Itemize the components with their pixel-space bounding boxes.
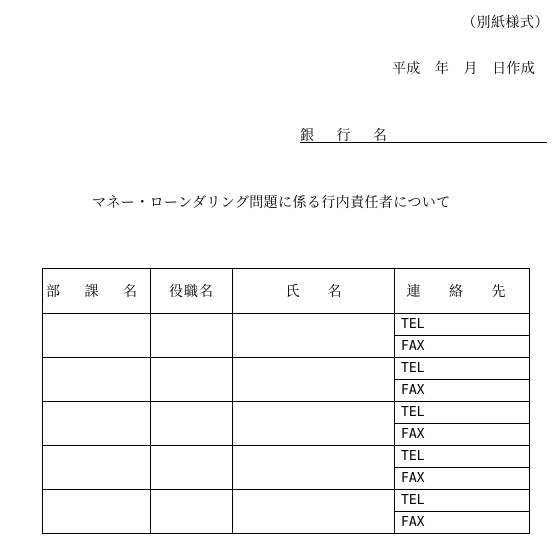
position-cell[interactable] — [151, 490, 233, 534]
table-row — [43, 314, 530, 336]
bank-name-underline — [300, 142, 547, 143]
tel-cell[interactable]: TEL — [395, 402, 530, 424]
creation-date-line: 平成 年 月 日作成 — [392, 61, 535, 77]
table-row — [43, 490, 530, 512]
tel-cell[interactable]: TEL — [395, 314, 530, 336]
department-cell[interactable] — [43, 402, 151, 446]
tel-cell[interactable]: TEL — [395, 358, 530, 380]
column-header-department: 部 課 名 — [43, 269, 151, 314]
table-row — [43, 402, 530, 424]
position-cell[interactable] — [151, 314, 233, 358]
column-header-name: 氏 名 — [233, 269, 395, 314]
tel-cell[interactable]: TEL — [395, 446, 530, 468]
table-row — [43, 446, 530, 468]
position-cell[interactable] — [151, 358, 233, 402]
person-name-cell[interactable] — [233, 402, 395, 446]
column-header-contact: 連 絡 先 — [395, 269, 530, 314]
position-cell[interactable] — [151, 446, 233, 490]
document-title: マネー・ローンダリング問題に係る行内責任者について — [92, 195, 451, 211]
department-cell[interactable] — [43, 446, 151, 490]
fax-cell[interactable]: FAX — [395, 468, 530, 490]
column-header-position: 役職名 — [151, 269, 233, 314]
form-type-label: （別紙様式） — [462, 15, 549, 31]
department-cell[interactable] — [43, 314, 151, 358]
fax-cell[interactable]: FAX — [395, 424, 530, 446]
tel-cell[interactable]: TEL — [395, 490, 530, 512]
fax-cell[interactable]: FAX — [395, 512, 530, 534]
bank-name-label: 銀 行 名 — [300, 128, 396, 144]
person-name-cell[interactable] — [233, 314, 395, 358]
table-row — [43, 358, 530, 380]
table-header-row — [43, 269, 530, 314]
department-cell[interactable] — [43, 358, 151, 402]
fax-cell[interactable]: FAX — [395, 380, 530, 402]
person-name-cell[interactable] — [233, 358, 395, 402]
person-name-cell[interactable] — [233, 446, 395, 490]
fax-cell[interactable]: FAX — [395, 336, 530, 358]
position-cell[interactable] — [151, 402, 233, 446]
responsible-person-table — [42, 268, 530, 534]
department-cell[interactable] — [43, 490, 151, 534]
person-name-cell[interactable] — [233, 490, 395, 534]
